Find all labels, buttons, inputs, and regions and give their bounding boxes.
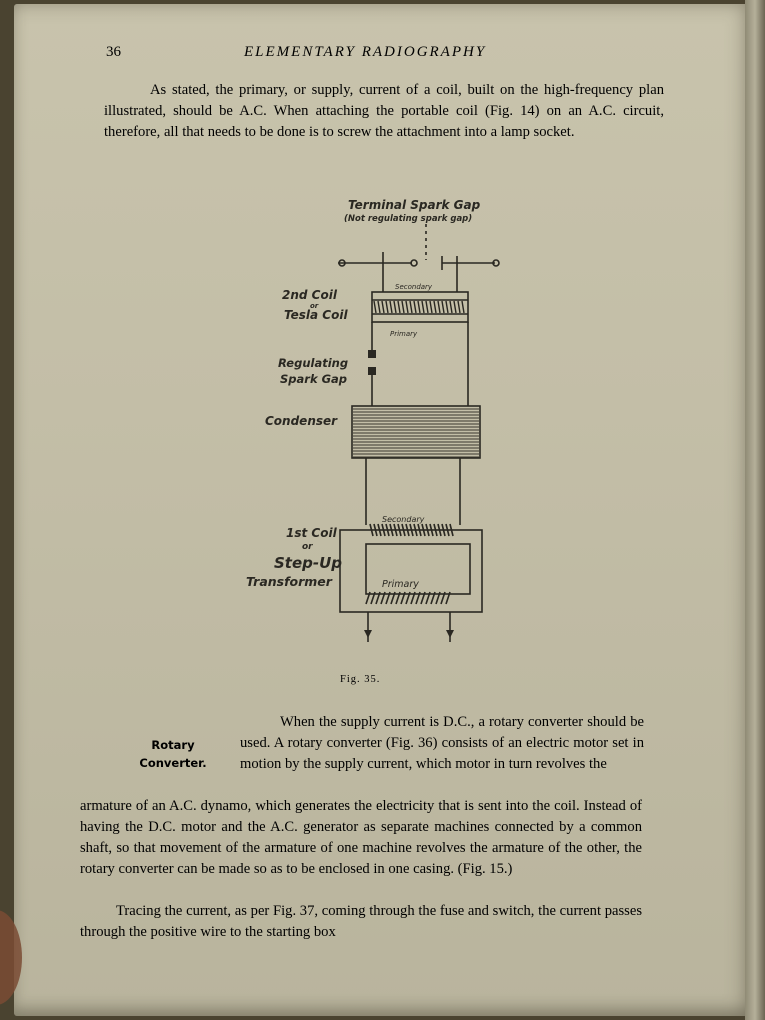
label-regulating-a: Regulating [278,356,349,370]
page-edge [745,0,765,1020]
label-coil2-a: 2nd Coil [282,288,337,302]
condenser [352,406,480,458]
margin-heading-line1: Rotary [151,738,195,752]
tesla-coil-winding-stroke [378,301,380,313]
label-coil2-b: Tesla Coil [284,308,348,322]
figure-35 [230,190,530,660]
label-secondary-top: Secondary [395,283,433,291]
tesla-coil-winding-stroke [430,301,432,313]
page-header [106,44,666,66]
running-title: ELEMENTARY RADIOGRAPHY [244,44,487,60]
tesla-coil-winding-stroke [406,301,408,313]
paragraph-intro: As stated, the primary, or supply, current of a coil, built on the high-frequency plan illustrated, should be A.C. When attaching the portable coil (Fig. 14) on an A.C. circuit, therefore, all that needs to be done is to screw the attachment into a lamp socket. [104,82,664,140]
tesla-coil-winding-stroke [402,301,404,313]
tesla-coil-winding-stroke [450,301,452,313]
label-condenser: Condenser [265,414,338,428]
tesla-coil-winding-stroke [446,301,448,313]
tesla-coil-winding-stroke [410,301,412,313]
tesla-coil-winding-stroke [462,301,464,313]
label-secondary-bottom: Secondary [382,515,425,524]
label-terminal-spark-gap: Terminal Spark Gap [348,198,481,212]
tesla-coil-winding-stroke [426,301,428,313]
label-primary-bottom: Primary [382,579,419,590]
regulating-gap-lower [368,367,376,375]
tesla-coil-winding-stroke [386,301,388,313]
label-terminal-gap-note: (Not regulating spark gap) [344,214,473,224]
step-up-transformer [340,530,482,612]
margin-heading-line2: Converter. [139,756,207,770]
label-coil1-or: or [302,542,313,552]
regulating-gap-upper [368,350,376,358]
arrow-right-icon [446,630,454,638]
paragraph-rotary-a: When the supply current is D.C., a rotary converter should be used. A rotary converter (Fig. 36) consists of an electric motor set in motion by the supply current, which motor in turn revolves the [240,714,644,772]
label-primary-top: Primary [390,330,418,338]
tesla-coil-winding-stroke [394,301,396,313]
label-coil1-a: 1st Coil [286,526,337,540]
tesla-coil-winding-stroke [414,301,416,313]
margin-heading [118,736,228,772]
condenser-plates [353,409,479,457]
arrow-left-icon [364,630,372,638]
tesla-coil-winding-stroke [374,301,376,313]
tesla-coil-winding-stroke [382,301,384,313]
label-regulating-b: Spark Gap [280,372,348,386]
tesla-coil-winding-stroke [434,301,436,313]
figure-caption: Fig. 35. [340,674,381,685]
tesla-coil-winding-stroke [442,301,444,313]
label-coil1-b: Step-Up [274,554,343,572]
tesla-coil-winding [374,301,464,313]
label-coil2-or: or [310,302,319,310]
page-number: 36 [106,44,121,60]
paragraph-tracing: Tracing the current, as per Fig. 37, coming through the fuse and switch, the current passes through the positive wire to the starting box [80,903,642,940]
tesla-coil-winding-stroke [458,301,460,313]
tesla-coil-winding-stroke [438,301,440,313]
tesla-coil-winding-stroke [398,301,400,313]
tesla-coil-winding-stroke [390,301,392,313]
label-coil1-c: Transformer [246,574,332,589]
tesla-coil-winding-stroke [454,301,456,313]
tesla-coil-winding-stroke [418,301,420,313]
tesla-coil-winding-stroke [422,301,424,313]
paragraph-rotary-b: armature of an A.C. dynamo, which generates the electricity that is sent into the coil. Instead of having the D.C. motor and the A.C. generator as separate machines connected by a common shaft, so that movement of the armature of one machine revolves the armature of the other, the rotary converter can be made so as to be enclosed in one casing. (Fig. 15.) [80,798,642,877]
supply-arrows [364,630,454,638]
